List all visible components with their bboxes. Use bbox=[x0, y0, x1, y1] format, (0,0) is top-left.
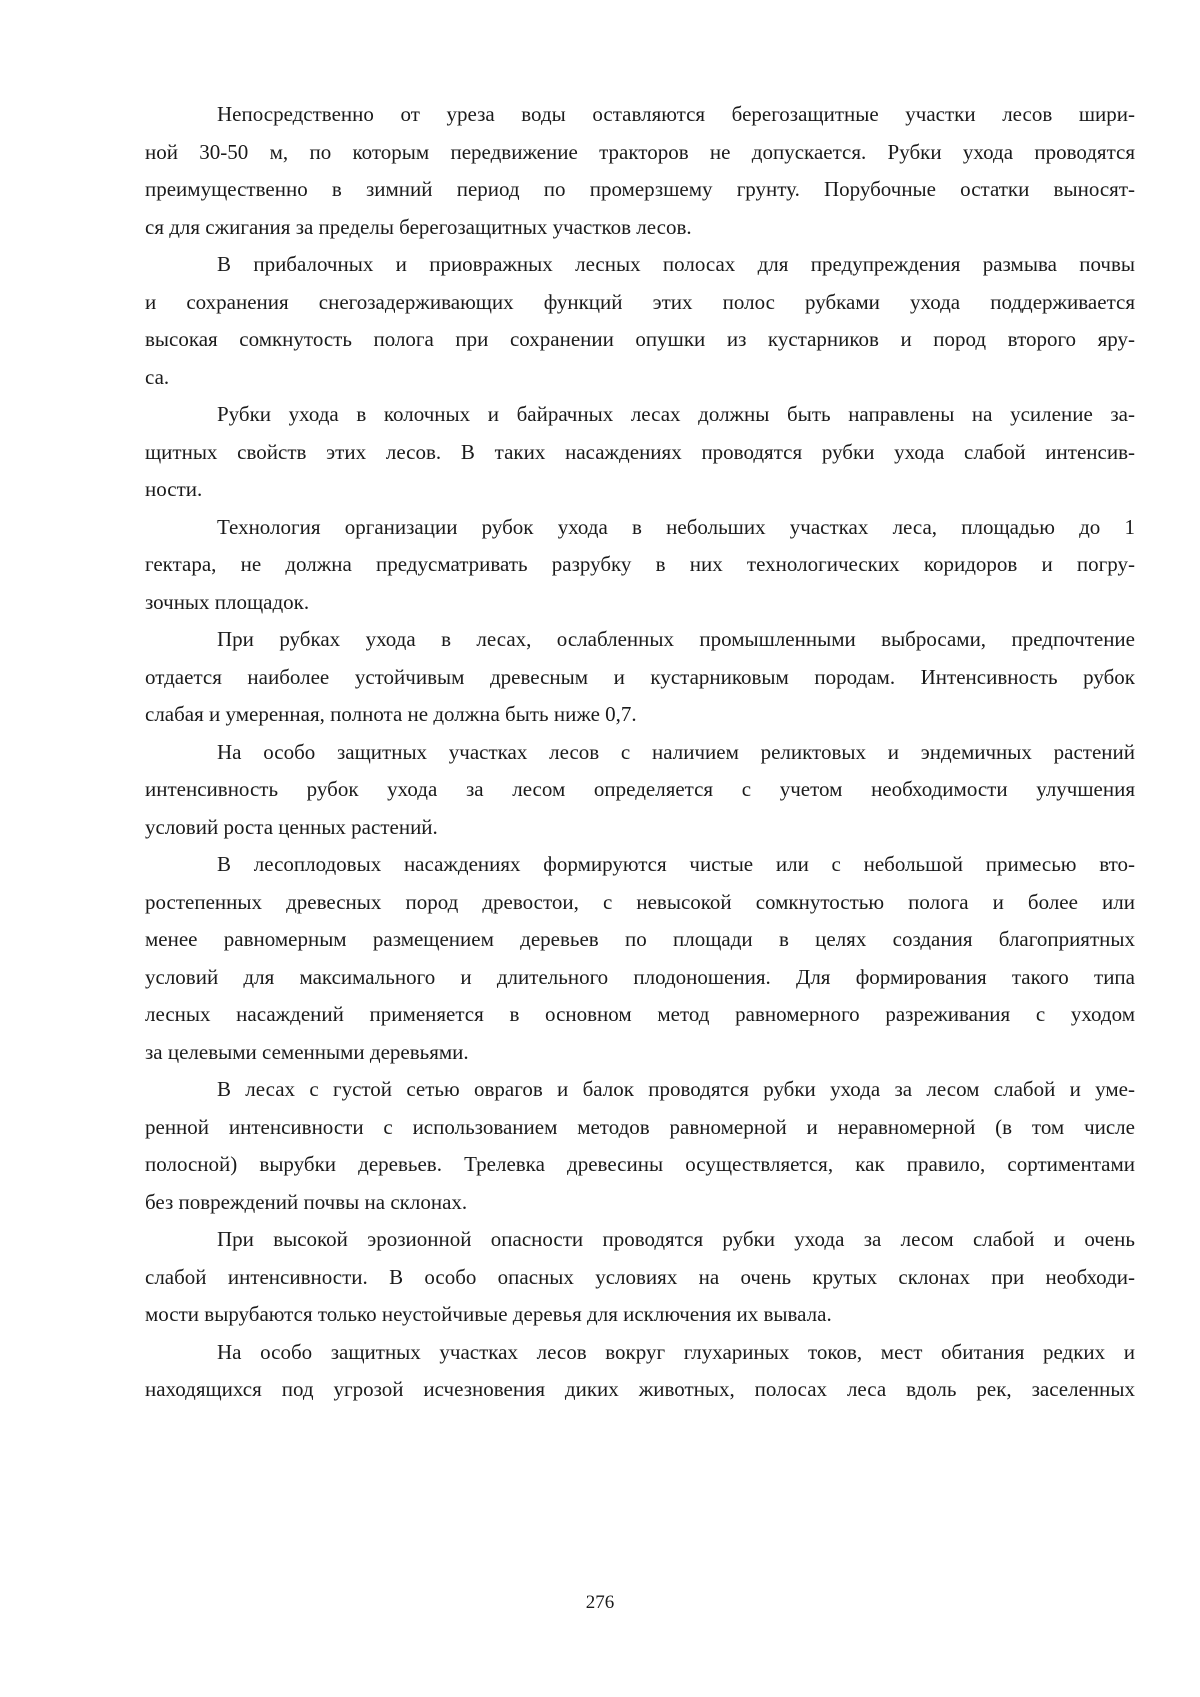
text-line: са. bbox=[145, 364, 170, 389]
text-line: ности. bbox=[145, 477, 203, 501]
paragraph bbox=[145, 1221, 1135, 1334]
text-line: высокая сомкнутость полога при сохранении опушки из кустарников и пород второго яру- bbox=[145, 327, 1135, 351]
paragraph bbox=[145, 846, 1135, 1071]
text-line: При высокой эрозионной опасности проводятся рубки ухода за лесом слабой и очень bbox=[217, 1227, 1135, 1251]
text-line: слабой интенсивности. В особо опасных условиях на очень крутых склонах при необходи- bbox=[145, 1264, 1135, 1289]
text-line: ренной интенсивности с использованием методов равномерной и неравномерной (в том числе bbox=[145, 1114, 1135, 1139]
text-line: лесных насаждений применяется в основном метод равномерного разреживания с уходом bbox=[145, 1002, 1135, 1026]
paragraph bbox=[145, 1071, 1135, 1221]
text-line: В лесах с густой сетью оврагов и балок проводятся рубки ухода за лесом слабой и уме- bbox=[217, 1077, 1135, 1101]
text-line: Рубки ухода в колочных и байрачных лесах должны быть направлены на усиление за- bbox=[217, 402, 1135, 426]
text-line: условий роста ценных растений. bbox=[145, 814, 438, 839]
paragraph bbox=[145, 246, 1135, 396]
text-line: При рубках ухода в лесах, ослабленных промышленными выбросами, предпочтение bbox=[217, 627, 1135, 651]
paragraph bbox=[145, 96, 1135, 246]
text-line: зочных площадок. bbox=[145, 589, 310, 614]
text-line: и сохранения снегозадерживающих функций этих полос рубками ухода поддерживается bbox=[145, 289, 1135, 314]
paragraph bbox=[145, 396, 1135, 509]
text-line: отдается наиболее устойчивым древесным и кустарниковым породам. Интенсивность рубок bbox=[145, 664, 1135, 689]
text-line: В лесоплодовых насаждениях формируются чистые или с небольшой примесью вто- bbox=[217, 852, 1135, 876]
text-line: гектара, не должна предусматривать разрубку в них технологических коридоров и погру- bbox=[145, 552, 1135, 576]
text-line: без повреждений почвы на склонах. bbox=[145, 1189, 468, 1214]
paragraph bbox=[145, 509, 1135, 622]
text-line: Технология организации рубок ухода в небольших участках леса, площадью до 1 bbox=[217, 514, 1135, 539]
text-line: мости вырубаются только неустойчивые деревья для исключения их вывала. bbox=[145, 1302, 832, 1326]
text-line: ся для сжигания за пределы берегозащитных участков лесов. bbox=[145, 214, 692, 239]
paragraph bbox=[145, 621, 1135, 734]
text-line: менее равномерным размещением деревьев по площади в целях создания благоприятных bbox=[145, 927, 1135, 951]
document-body bbox=[145, 96, 1135, 1409]
text-line: находящихся под угрозой исчезновения диких животных, полосах леса вдоль рек, заселенных bbox=[145, 1377, 1135, 1401]
text-line: Непосредственно от уреза воды оставляются берегозащитные участки лесов шири- bbox=[217, 102, 1135, 126]
text-line: условий для максимального и длительного плодоношения. Для формирования такого типа bbox=[145, 964, 1135, 989]
text-line: В прибалочных и приовражных лесных полосах для предупреждения размыва почвы bbox=[217, 252, 1135, 276]
text-line: слабая и умеренная, полнота не должна быть ниже 0,7. bbox=[145, 702, 637, 726]
paragraph bbox=[145, 1334, 1135, 1409]
text-line: преимущественно в зимний период по промерзшему грунту. Порубочные остатки выносят- bbox=[145, 177, 1135, 201]
text-line: за целевыми семенными деревьями. bbox=[145, 1039, 469, 1064]
text-line: На особо защитных участках лесов с наличием реликтовых и эндемичных растений bbox=[217, 739, 1135, 764]
paragraph-container bbox=[145, 96, 1135, 1409]
text-line: полосной) вырубки деревьев. Трелевка древесины осуществляется, как правило, сортиментами bbox=[145, 1152, 1135, 1176]
text-line: ной 30-50 м, по которым передвижение тракторов не допускается. Рубки ухода проводятся bbox=[145, 139, 1135, 164]
page-number: 276 bbox=[585, 1592, 615, 1613]
text-line: интенсивность рубок ухода за лесом определяется с учетом необходимости улучшения bbox=[145, 777, 1135, 801]
text-line: На особо защитных участках лесов вокруг глухариных токов, мест обитания редких и bbox=[217, 1339, 1135, 1364]
paragraph bbox=[145, 734, 1135, 847]
text-line: ростепенных древесных пород древостои, с невысокой сомкнутостью полога и более или bbox=[145, 889, 1135, 914]
text-line: щитных свойств этих лесов. В таких насаждениях проводятся рубки ухода слабой интенсив- bbox=[145, 439, 1135, 464]
